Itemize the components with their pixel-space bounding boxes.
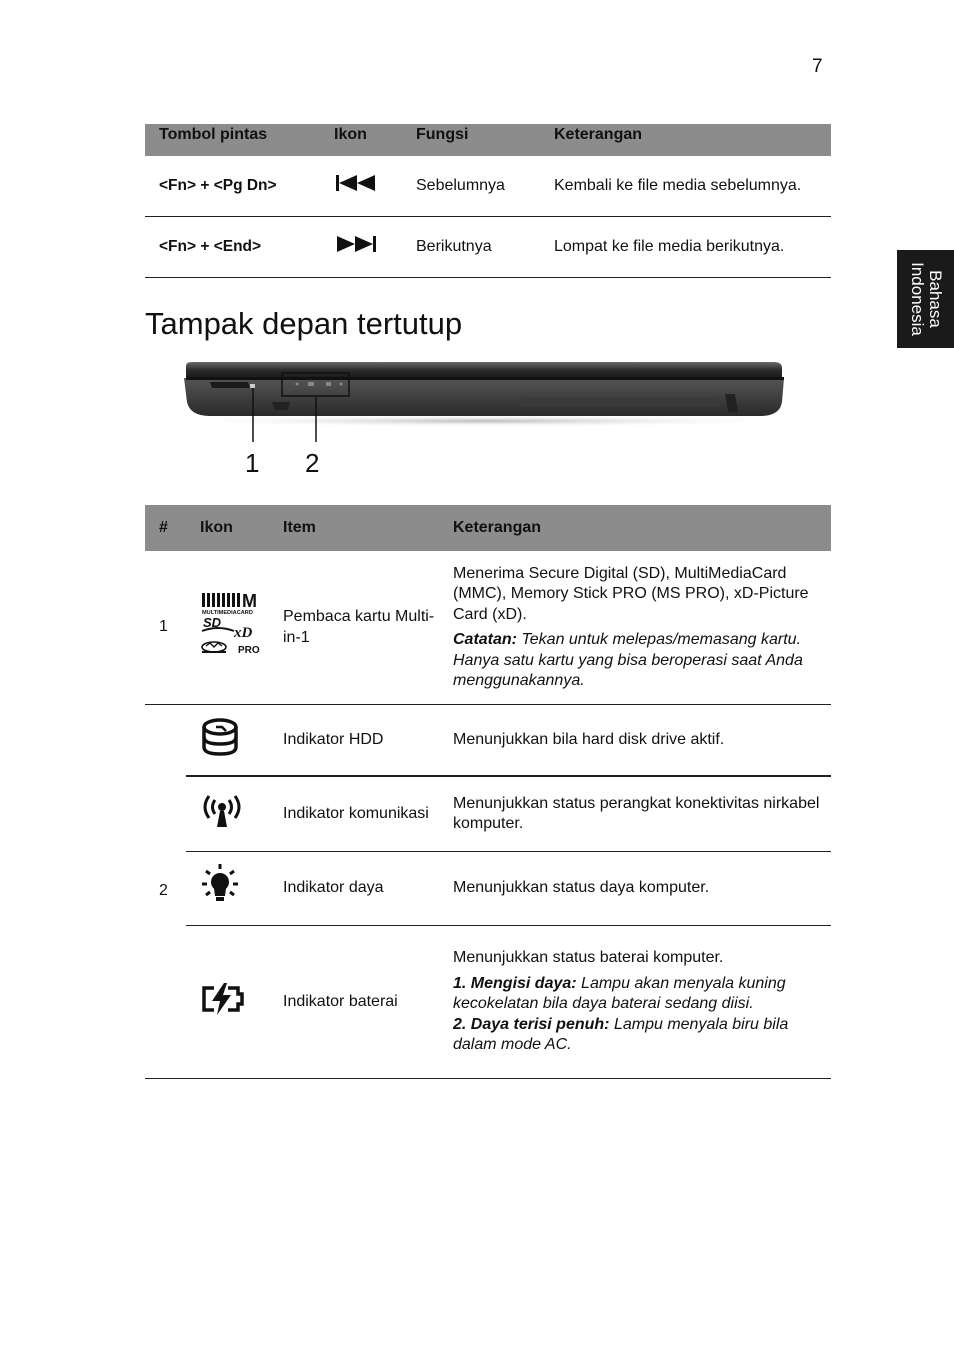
row-number: 2 xyxy=(145,705,186,1079)
shortcut-key: <Fn> + <End> xyxy=(145,217,320,278)
header-function: Fungsi xyxy=(402,124,540,156)
note-label: 1. Mengisi daya: xyxy=(453,974,577,992)
svg-text:MULTIMEDIACARD: MULTIMEDIACARD xyxy=(202,610,253,617)
previous-track-icon xyxy=(320,156,402,217)
function-label: Sebelumnya xyxy=(402,156,540,217)
description-text: Lompat ke file media berikutnya. xyxy=(540,217,831,278)
item-name: Indikator daya xyxy=(269,852,439,926)
header-shortcut: Tombol pintas xyxy=(145,124,320,156)
item-description xyxy=(439,551,831,705)
item-description: Menunjukkan bila hard disk drive aktif. xyxy=(439,705,831,777)
item-name: Pembaca kartu Multi-in-1 xyxy=(269,551,439,705)
table-row xyxy=(145,776,831,852)
next-track-icon xyxy=(320,217,402,278)
description-text: Kembali ke file media sebelumnya. xyxy=(540,156,831,217)
language-tab-label: Bahasa Indonesia xyxy=(907,262,945,336)
row-number: 1 xyxy=(145,551,186,705)
item-table xyxy=(145,505,831,1079)
header-item: Item xyxy=(269,505,439,551)
card-reader-icon xyxy=(186,551,269,705)
item-name: Indikator baterai xyxy=(269,926,439,1079)
item-name: Indikator HDD xyxy=(269,705,439,777)
svg-text:xD: xD xyxy=(234,625,253,642)
item-description xyxy=(439,926,831,1079)
item-description: Menunjukkan status daya komputer. xyxy=(439,852,831,926)
item-description: Menunjukkan status perangkat konektivitas nirkabel komputer. xyxy=(439,776,831,852)
hdd-icon xyxy=(186,705,269,777)
battery-icon xyxy=(186,926,269,1079)
table-row xyxy=(145,705,831,777)
note-charging: 1. Mengisi daya: Lampu akan menyala kuning kecokelatan bila daya baterai sedang diisi. 2. Daya terisi penuh: Lampu menyala biru bila dalam mode AC. xyxy=(453,974,789,1054)
note-label: 2. Daya terisi penuh: xyxy=(453,1015,610,1033)
header-icon: Ikon xyxy=(186,505,269,551)
power-icon xyxy=(186,852,269,926)
laptop-front-figure xyxy=(160,358,810,478)
header-icon: Ikon xyxy=(320,124,402,156)
function-label: Berikutnya xyxy=(402,217,540,278)
language-tab xyxy=(897,250,954,348)
shortcut-table-header xyxy=(145,124,831,156)
svg-text:M: M xyxy=(242,591,257,612)
note-label: Catatan: xyxy=(453,631,518,648)
page-number: 7 xyxy=(812,56,823,77)
table-row xyxy=(145,926,831,1079)
table-row xyxy=(145,217,831,278)
item-table-header xyxy=(145,505,831,551)
table-row xyxy=(145,156,831,217)
header-number: # xyxy=(145,505,186,551)
header-description: Keterangan xyxy=(439,505,831,551)
note-text: Catatan: Tekan untuk melepas/memasang kartu. Hanya satu kartu yang bisa beroperasi saat Anda menggunakannya. xyxy=(453,631,803,689)
callout-2: 2 xyxy=(305,448,320,478)
header-description: Keterangan xyxy=(540,124,831,156)
table-row xyxy=(145,551,831,705)
shortcut-key: <Fn> + <Pg Dn> xyxy=(145,156,320,217)
wireless-icon xyxy=(186,776,269,852)
description-text: Menerima Secure Digital (SD), MultiMediaCard (MMC), Memory Stick PRO (MS PRO), xD-Picture Card (xD). xyxy=(453,564,809,623)
item-name: Indikator komunikasi xyxy=(269,776,439,852)
section-title: Tampak depan tertutup xyxy=(145,306,463,341)
svg-text:SD: SD xyxy=(203,615,222,631)
table-row xyxy=(145,852,831,926)
shortcut-table xyxy=(145,124,831,278)
description-text: Menunjukkan status baterai komputer. xyxy=(453,949,724,967)
svg-text:PRO: PRO xyxy=(238,645,260,657)
callout-1: 1 xyxy=(245,448,260,478)
